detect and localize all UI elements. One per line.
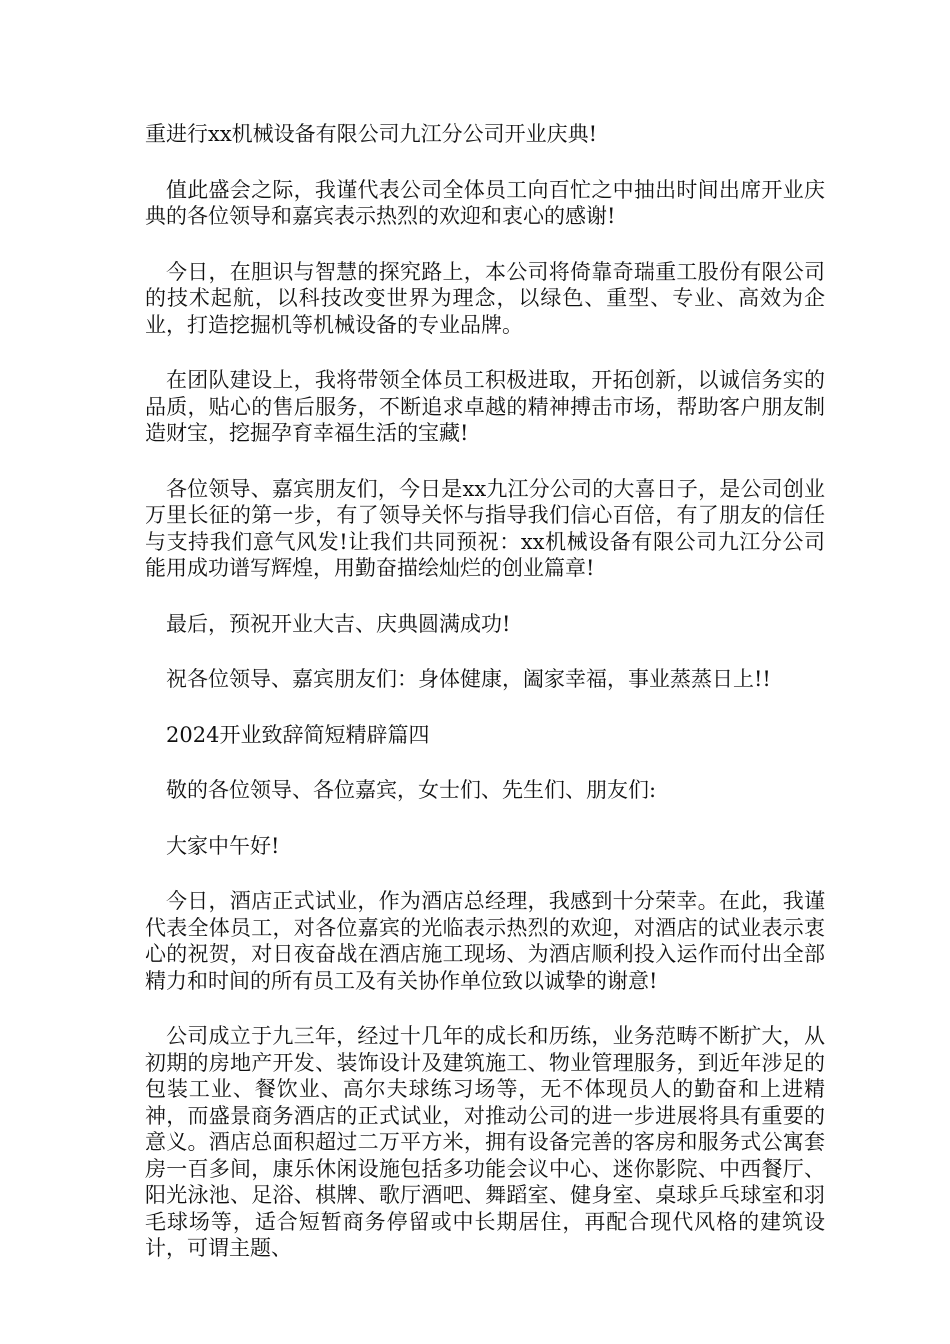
paragraph-celebration: 各位领导、嘉宾朋友们，今日是xx九江分公司的大喜日子，是公司创业万里长征的第一步，有了领导关怀与指导我们信心百倍，有了朋友的信任与支持我们意气风发!让我们共同预祝：xx机械设备有限公司九江分公司能用成功谱写辉煌，用勤奋描绘灿烂的创业篇章! — [145, 476, 825, 580]
section-heading: 2024开业致辞简短精辟篇四 — [166, 722, 430, 747]
paragraph-blessing: 祝各位领导、嘉宾朋友们：身体健康，阖家幸福，事业蒸蒸日上!! — [166, 667, 771, 691]
paragraph-team-building: 在团队建设上，我将带领全体员工积极进取，开拓创新，以诚信务实的品质，贴心的售后服务，不断追求卓越的精神搏击市场，帮助客户朋友制造财宝，挖掘孕育幸福生活的宝藏! — [145, 368, 825, 445]
paragraph-greeting: 大家中午好! — [166, 833, 280, 858]
paragraph-hotel-opening: 今日，酒店正式试业，作为酒店总经理，我感到十分荣幸。在此，我谨代表全体员工，对各位嘉宾的光临表示热烈的欢迎，对酒店的试业表示衷心的祝贺，对日夜奋战在酒店施工现场、为酒店顺利投入运作而付出全部精力和时间的所有员工及有关协作单位致以诚挚的谢意! — [145, 889, 825, 993]
paragraph-final-wish: 最后，预祝开业大吉、庆典圆满成功! — [166, 611, 511, 636]
paragraph-company-history: 公司成立于九三年，经过十几年的成长和历练，业务范畴不断扩大，从初期的房地产开发、装饰设计及建筑施工、物业管理服务，到近年涉足的包装工业、餐饮业、高尔夫球练习场等，无不体现员人的勤奋和上进精神，而盛景商务酒店的正式试业，对推动公司的进一步进展将具有重要的意义。酒店总面积超过二万平方米，拥有设备完善的客房和服务式公寓套房一百多间，康乐休闲设施包括多功能会议中心、迷你影院、中西餐厅、阳光泳池、足浴、棋牌、歌厅酒吧、舞蹈室、健身室、桌球乒乓球室和羽毛球场等，适合短暂商务停留或中长期居住，再配合现代风格的建筑设计，可谓主题、 — [145, 1024, 825, 1260]
paragraph-opening-line: 重进行xx机械设备有限公司九江分公司开业庆典! — [145, 122, 598, 146]
paragraph-welcome-thanks: 值此盛会之际，我谨代表公司全体员工向百忙之中抽出时间出席开业庆典的各位领导和嘉宾表示热烈的欢迎和衷心的感谢! — [145, 177, 825, 228]
paragraph-company-vision: 今日，在胆识与智慧的探究路上，本公司将倚靠奇瑞重工股份有限公司的技术起航，以科技改变世界为理念，以绿色、重型、专业、高效为企业，打造挖掘机等机械设备的专业品牌。 — [145, 259, 825, 337]
document-body — [145, 121, 825, 1262]
paragraph-salutation: 敬的各位领导、各位嘉宾，女士们、先生们、朋友们: — [166, 778, 657, 802]
